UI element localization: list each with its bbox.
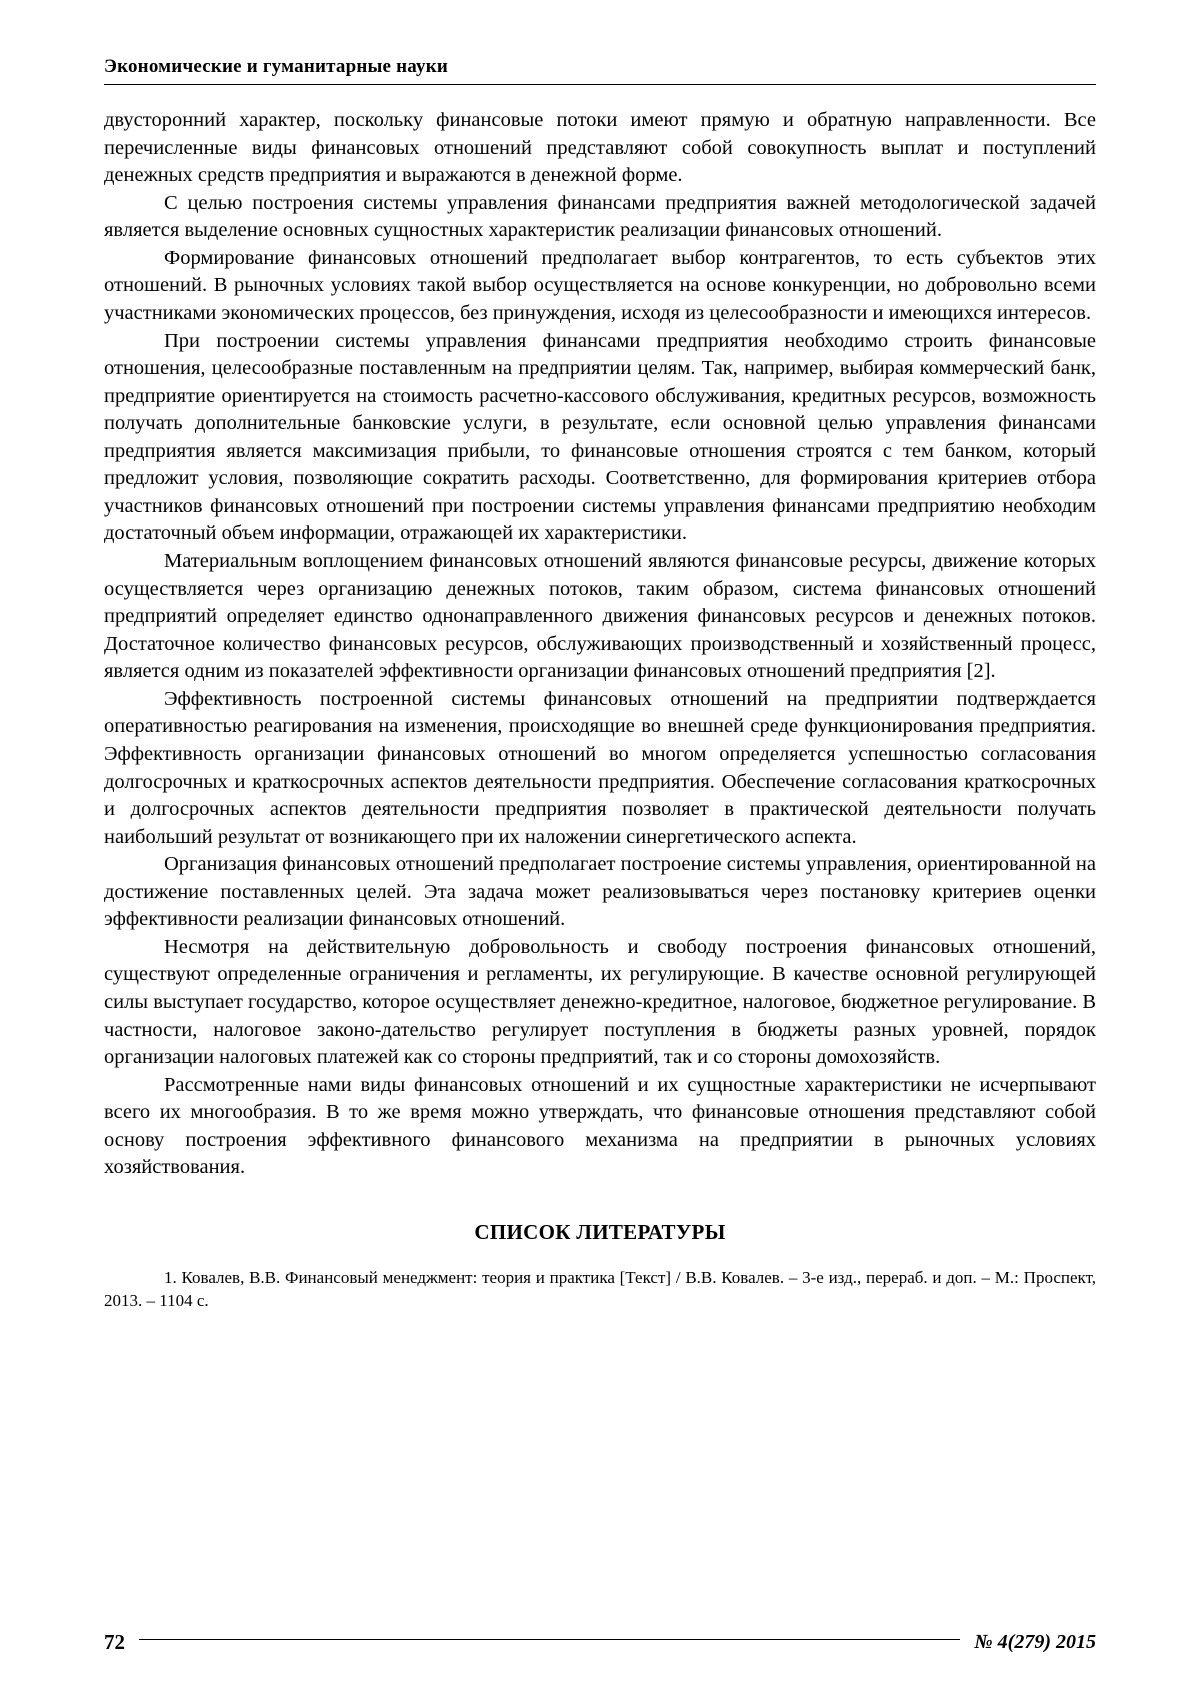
- body-text: [104, 107, 1096, 1182]
- paragraph: Организация финансовых отношений предполагает построение системы управления, ориентированной на достижение поставленных целей. Эта задача может реализовываться через постановку критериев оценки эффективности реализации финансовых отношений.: [104, 853, 1096, 931]
- journal-title: Экономические и гуманитарные науки: [104, 56, 449, 77]
- paragraph: Рассмотренные нами виды финансовых отношений и их сущностные характеристики не исчерпывают всего их многообразия. В то же время можно утверждать, что финансовые отношения представляют собой основу построения эффективного финансового механизма на предприятии в рыночных условиях хозяйствования.: [104, 1073, 1096, 1179]
- header-divider: [104, 84, 1096, 85]
- paragraph: Формирование финансовых отношений предполагает выбор контрагентов, то есть субъектов этих отношений. В рыночных условиях такой выбор осуществляется на основе конкуренции, но добровольно всеми участниками экономических процессов, без принуждения, исходя из целесообразности и имеющихся интересов.: [104, 246, 1096, 324]
- issue-label: № 4(279) 2015: [974, 1631, 1096, 1653]
- paragraph: При построении системы управления финансами предприятия необходимо строить финансовые отношения, целесообразные поставленным на предприятии целям. Так, например, выбирая коммерческий банк, предприятие ориентируется на стоимость расчетно-кассового обслуживания, кредитных ресурсов, возможность получать дополнительные банковские услуги, в результате, если основной целью управления финансами предприятия является максимизация прибыли, то финансовые отношения строятся с тем банком, который предложит условия, позволяющие сократить расходы. Соответственно, для формирования критериев отбора участников финансовых отношений при построении системы управления финансами предприятию необходим достаточный объем информации, отражающей их характеристики.: [104, 329, 1096, 545]
- paragraph: Материальным воплощением финансовых отношений являются финансовые ресурсы, движение которых осуществляется через организацию денежных потоков, таким образом, система финансовых отношений предприятий определяет единство однонаправленного движения финансовых ресурсов и денежных потоков. Достаточное количество финансовых ресурсов, обслуживающих производственный и хозяйственный процесс, является одним из показателей эффективности организации финансовых отношений предприятия [2].: [104, 550, 1096, 683]
- paragraph: Эффективность построенной системы финансовых отношений на предприятии подтверждается оперативностью реагирования на изменения, происходящие во внешней среде функционирования предприятия. Эффективность организации финансовых отношений во многом определяется успешностью согласования долгосрочных и краткосрочных аспектов деятельности предприятия. Обеспечение согласования краткосрочных и долгосрочных аспектов деятельности предприятия позволяет в практической деятельности получать наибольший результат от возникающего при их наложении синергетического аспекта.: [104, 687, 1096, 848]
- references-heading: СПИСОК ЛИТЕРАТУРЫ: [474, 1219, 726, 1244]
- reference-item: 1. Ковалев, В.В. Финансовый менеджмент: теория и практика [Текст] / В.В. Ковалев. – 3-е изд., перераб. и доп. – М.: Проспект, 2013. – 1104 с.: [104, 1267, 1096, 1310]
- footer-divider: [139, 1639, 960, 1640]
- paragraph: Несмотря на действительную добровольность и свободу построения финансовых отношений, существуют определенные ограничения и регламенты, их регулирующие. В качестве основной регулирующей силы выступает государство, которое осуществляет денежно-кредитное, налоговое, бюджетное регулирование. В частности, налоговое законо-дательство регулирует поступления в бюджеты разных уровней, порядок организации налоговых платежей как со стороны предприятий, так и со стороны домохозяйств.: [104, 935, 1096, 1069]
- page-header: [104, 56, 1096, 84]
- references-list: [104, 1267, 1096, 1312]
- page-footer: [104, 1630, 1096, 1655]
- page-number: 72: [104, 1630, 125, 1654]
- paragraph: С целью построения системы управления финансами предприятия важней методологической задачей является выделение основных сущностных характеристик реализации финансовых отношений.: [104, 191, 1096, 242]
- paragraph: двусторонний характер, поскольку финансовые потоки имеют прямую и обратную направленности. Все перечисленные виды финансовых отношений представляют собой совокупность выплат и поступлений денежных средств предприятия и выражаются в денежной форме.: [104, 109, 1096, 187]
